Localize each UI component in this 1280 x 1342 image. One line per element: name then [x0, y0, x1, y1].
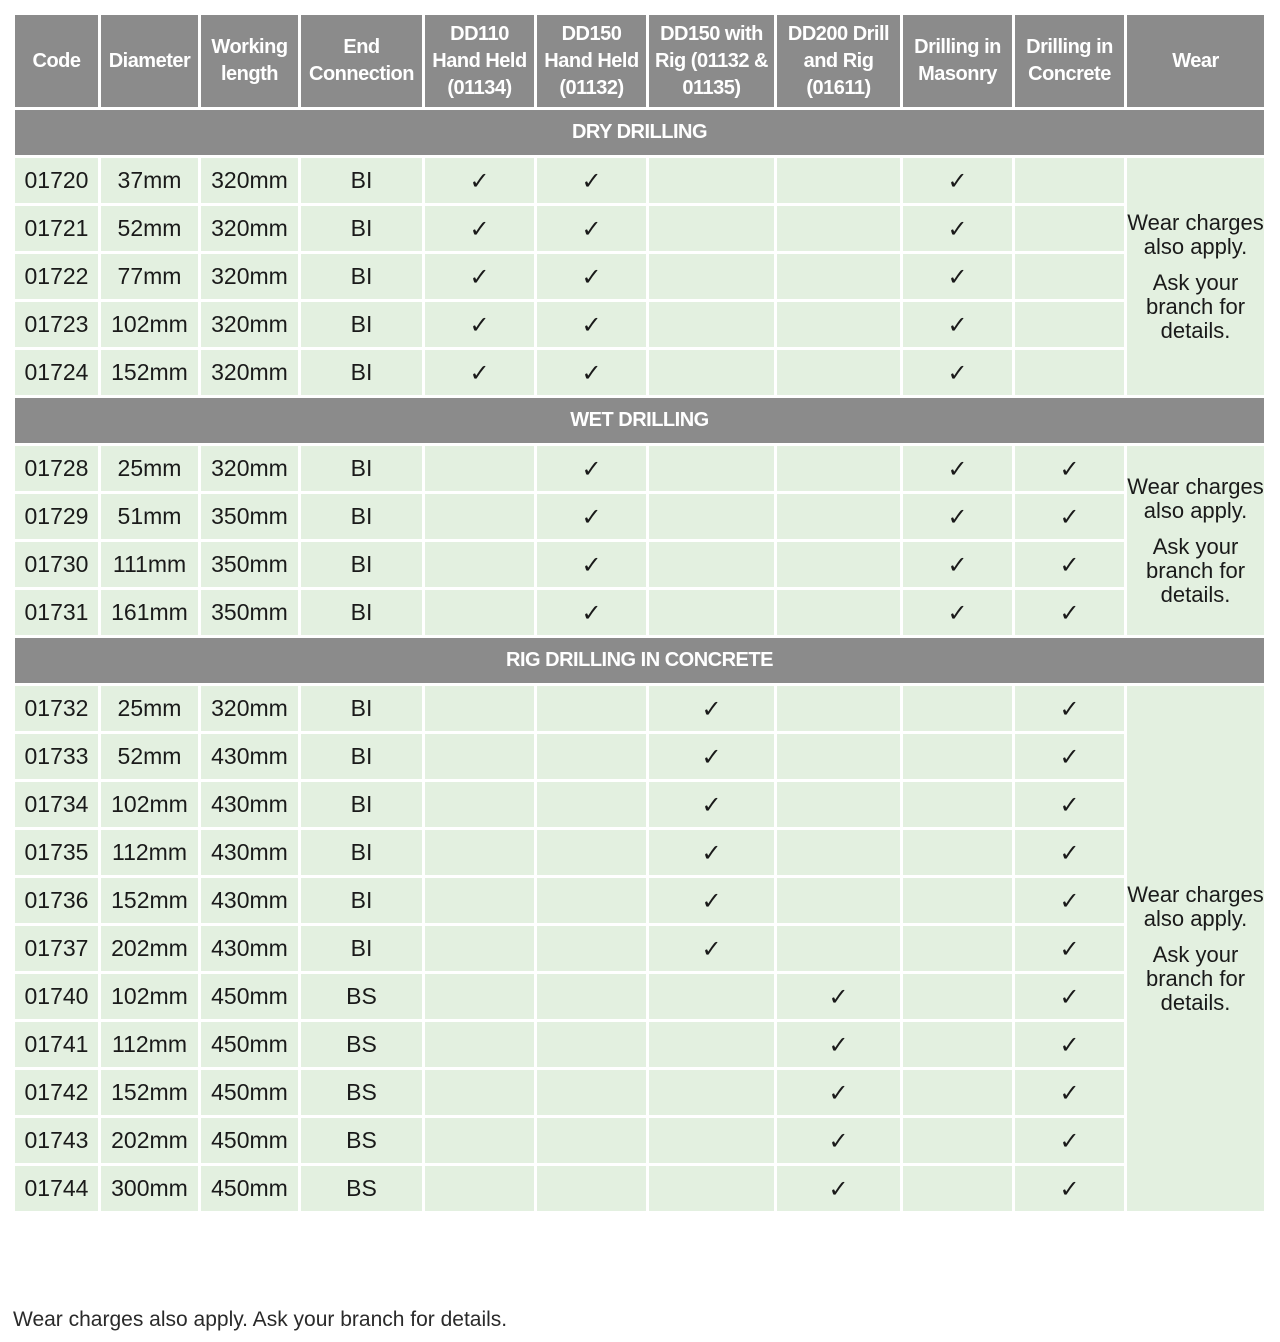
check-mark-icon: ✓	[1059, 694, 1080, 723]
check-mark-icon: ✓	[947, 214, 968, 243]
cell-dd200	[776, 733, 902, 781]
table-row	[14, 349, 1266, 397]
cell-end-connection: BI	[300, 445, 424, 493]
core-bit-spec-table	[12, 12, 1267, 1214]
check-mark-icon: ✓	[581, 502, 602, 531]
cell-dd150	[536, 685, 648, 733]
header-dd150-hand-held: DD150 Hand Held (01132)	[536, 14, 648, 109]
table-row	[14, 877, 1266, 925]
cell-end-connection: BI	[300, 925, 424, 973]
check-mark-icon: ✓	[701, 742, 722, 771]
cell-code: 01722	[14, 253, 100, 301]
header-dd110-hand-held: DD110 Hand Held (01134)	[424, 14, 536, 109]
cell-dd150	[536, 493, 648, 541]
cell-code: 01720	[14, 157, 100, 205]
cell-dd150	[536, 829, 648, 877]
table-row	[14, 1165, 1266, 1213]
cell-code: 01742	[14, 1069, 100, 1117]
cell-dd150-rig	[648, 301, 776, 349]
cell-dd150	[536, 541, 648, 589]
cell-code: 01732	[14, 685, 100, 733]
cell-dd150	[536, 733, 648, 781]
cell-dd150	[536, 925, 648, 973]
cell-masonry	[902, 493, 1014, 541]
cell-code: 01734	[14, 781, 100, 829]
check-mark-icon: ✓	[701, 886, 722, 915]
cell-code: 01729	[14, 493, 100, 541]
header-end-connection: End Connection	[300, 14, 424, 109]
check-mark-icon: ✓	[1059, 886, 1080, 915]
check-mark-icon: ✓	[581, 262, 602, 291]
cell-dd150	[536, 445, 648, 493]
cell-dd110	[424, 205, 536, 253]
cell-diameter: 111mm	[100, 541, 200, 589]
table-row	[14, 1021, 1266, 1069]
cell-dd200	[776, 877, 902, 925]
cell-dd150-rig	[648, 1165, 776, 1213]
cell-dd150	[536, 1021, 648, 1069]
cell-diameter: 25mm	[100, 445, 200, 493]
cell-dd200	[776, 205, 902, 253]
cell-working-length: 320mm	[200, 301, 300, 349]
check-mark-icon: ✓	[1059, 1030, 1080, 1059]
cell-dd200	[776, 1069, 902, 1117]
cell-dd110	[424, 1165, 536, 1213]
cell-dd200	[776, 253, 902, 301]
cell-working-length: 430mm	[200, 733, 300, 781]
cell-dd110	[424, 1069, 536, 1117]
header-wear: Wear	[1126, 14, 1266, 109]
cell-dd110	[424, 445, 536, 493]
cell-working-length: 320mm	[200, 205, 300, 253]
wear-note-line: Wear charges also apply.	[1127, 209, 1264, 259]
cell-end-connection: BI	[300, 205, 424, 253]
cell-dd150-rig	[648, 253, 776, 301]
header-dd150-with-rig: DD150 with Rig (01132 & 01135)	[648, 14, 776, 109]
check-mark-icon: ✓	[947, 502, 968, 531]
cell-end-connection: BI	[300, 253, 424, 301]
cell-concrete	[1014, 1165, 1126, 1213]
cell-dd200	[776, 685, 902, 733]
cell-dd150	[536, 781, 648, 829]
cell-dd110	[424, 925, 536, 973]
check-mark-icon: ✓	[581, 214, 602, 243]
cell-dd200	[776, 493, 902, 541]
cell-working-length: 450mm	[200, 973, 300, 1021]
check-mark-icon: ✓	[701, 790, 722, 819]
cell-dd150-rig	[648, 205, 776, 253]
cell-diameter: 102mm	[100, 301, 200, 349]
cell-concrete	[1014, 733, 1126, 781]
cell-dd150-rig	[648, 349, 776, 397]
cell-diameter: 300mm	[100, 1165, 200, 1213]
cell-dd110	[424, 973, 536, 1021]
header-working-length: Working length	[200, 14, 300, 109]
cell-dd110	[424, 1117, 536, 1165]
check-mark-icon: ✓	[581, 166, 602, 195]
check-mark-icon: ✓	[469, 310, 490, 339]
cell-end-connection: BI	[300, 733, 424, 781]
cell-concrete	[1014, 973, 1126, 1021]
cell-dd110	[424, 349, 536, 397]
cell-working-length: 320mm	[200, 157, 300, 205]
header-row	[14, 14, 1266, 109]
cell-dd200	[776, 1165, 902, 1213]
wear-note	[1126, 157, 1266, 397]
cell-diameter: 202mm	[100, 1117, 200, 1165]
cell-masonry	[902, 589, 1014, 637]
cell-masonry	[902, 1165, 1014, 1213]
cell-diameter: 37mm	[100, 157, 200, 205]
cell-dd110	[424, 253, 536, 301]
check-mark-icon: ✓	[581, 454, 602, 483]
cell-diameter: 161mm	[100, 589, 200, 637]
cell-concrete	[1014, 925, 1126, 973]
check-mark-icon: ✓	[828, 1126, 849, 1155]
cell-end-connection: BI	[300, 349, 424, 397]
check-mark-icon: ✓	[1059, 742, 1080, 771]
cell-dd200	[776, 301, 902, 349]
cell-concrete	[1014, 1069, 1126, 1117]
check-mark-icon: ✓	[1059, 598, 1080, 627]
cell-code: 01741	[14, 1021, 100, 1069]
cell-dd150-rig	[648, 589, 776, 637]
check-mark-icon: ✓	[947, 310, 968, 339]
cell-dd200	[776, 349, 902, 397]
cell-dd110	[424, 781, 536, 829]
cell-end-connection: BS	[300, 973, 424, 1021]
wear-note-line: Ask your branch for details.	[1145, 269, 1246, 343]
cell-dd200	[776, 1117, 902, 1165]
cell-working-length: 430mm	[200, 781, 300, 829]
cell-dd150-rig	[648, 925, 776, 973]
section-header-row	[14, 637, 1266, 685]
cell-dd200	[776, 1021, 902, 1069]
cell-masonry	[902, 733, 1014, 781]
cell-masonry	[902, 925, 1014, 973]
cell-masonry	[902, 1069, 1014, 1117]
check-mark-icon: ✓	[1059, 1126, 1080, 1155]
check-mark-icon: ✓	[469, 166, 490, 195]
cell-end-connection: BI	[300, 157, 424, 205]
cell-working-length: 430mm	[200, 877, 300, 925]
cell-diameter: 51mm	[100, 493, 200, 541]
cell-code: 01736	[14, 877, 100, 925]
cell-dd150-rig	[648, 1021, 776, 1069]
table-row	[14, 685, 1266, 733]
cell-working-length: 450mm	[200, 1165, 300, 1213]
check-mark-icon: ✓	[1059, 1078, 1080, 1107]
cell-dd200	[776, 445, 902, 493]
wear-note	[1126, 685, 1266, 1213]
cell-code: 01735	[14, 829, 100, 877]
footnote: Wear charges also apply. Ask your branch for details.	[13, 1308, 508, 1331]
cell-masonry	[902, 157, 1014, 205]
check-mark-icon: ✓	[469, 214, 490, 243]
cell-concrete	[1014, 493, 1126, 541]
cell-dd110	[424, 541, 536, 589]
cell-dd150-rig	[648, 1117, 776, 1165]
table-row	[14, 253, 1266, 301]
check-mark-icon: ✓	[1059, 982, 1080, 1011]
cell-concrete	[1014, 301, 1126, 349]
cell-dd150	[536, 1117, 648, 1165]
cell-diameter: 25mm	[100, 685, 200, 733]
cell-diameter: 77mm	[100, 253, 200, 301]
cell-dd110	[424, 493, 536, 541]
cell-dd110	[424, 877, 536, 925]
check-mark-icon: ✓	[701, 934, 722, 963]
cell-code: 01740	[14, 973, 100, 1021]
table-row	[14, 493, 1266, 541]
cell-code: 01731	[14, 589, 100, 637]
check-mark-icon: ✓	[1059, 934, 1080, 963]
cell-dd110	[424, 589, 536, 637]
table-row	[14, 733, 1266, 781]
table-row	[14, 1069, 1266, 1117]
cell-code: 01724	[14, 349, 100, 397]
table-row	[14, 1117, 1266, 1165]
cell-concrete	[1014, 1117, 1126, 1165]
check-mark-icon: ✓	[581, 358, 602, 387]
cell-code: 01733	[14, 733, 100, 781]
check-mark-icon: ✓	[947, 598, 968, 627]
check-mark-icon: ✓	[947, 358, 968, 387]
table-row	[14, 781, 1266, 829]
cell-dd110	[424, 733, 536, 781]
cell-end-connection: BI	[300, 685, 424, 733]
header-code: Code	[14, 14, 100, 109]
cell-end-connection: BI	[300, 877, 424, 925]
cell-dd200	[776, 589, 902, 637]
cell-dd110	[424, 685, 536, 733]
table-row	[14, 589, 1266, 637]
cell-diameter: 202mm	[100, 925, 200, 973]
cell-dd150-rig	[648, 493, 776, 541]
header-drilling-in-concrete: Drilling in Concrete	[1014, 14, 1126, 109]
cell-end-connection: BI	[300, 781, 424, 829]
cell-dd150-rig	[648, 157, 776, 205]
wear-note-line: Ask your branch for details.	[1145, 533, 1246, 607]
cell-masonry	[902, 781, 1014, 829]
check-mark-icon: ✓	[701, 694, 722, 723]
cell-working-length: 450mm	[200, 1069, 300, 1117]
cell-concrete	[1014, 157, 1126, 205]
cell-dd150	[536, 205, 648, 253]
cell-working-length: 320mm	[200, 445, 300, 493]
check-mark-icon: ✓	[947, 262, 968, 291]
cell-code: 01730	[14, 541, 100, 589]
wear-note-line: Wear charges also apply.	[1127, 881, 1264, 931]
cell-dd150	[536, 301, 648, 349]
cell-dd200	[776, 973, 902, 1021]
table-row	[14, 973, 1266, 1021]
check-mark-icon: ✓	[1059, 1174, 1080, 1203]
header-diameter: Diameter	[100, 14, 200, 109]
cell-code: 01737	[14, 925, 100, 973]
cell-dd150-rig	[648, 541, 776, 589]
cell-code: 01723	[14, 301, 100, 349]
cell-concrete	[1014, 541, 1126, 589]
cell-dd200	[776, 925, 902, 973]
table-row	[14, 157, 1266, 205]
check-mark-icon: ✓	[1059, 502, 1080, 531]
cell-dd150-rig	[648, 445, 776, 493]
check-mark-icon: ✓	[828, 1174, 849, 1203]
cell-end-connection: BI	[300, 829, 424, 877]
cell-code: 01744	[14, 1165, 100, 1213]
cell-working-length: 350mm	[200, 541, 300, 589]
cell-dd150-rig	[648, 1069, 776, 1117]
check-mark-icon: ✓	[828, 1030, 849, 1059]
cell-concrete	[1014, 685, 1126, 733]
cell-dd110	[424, 1021, 536, 1069]
check-mark-icon: ✓	[828, 1078, 849, 1107]
check-mark-icon: ✓	[581, 310, 602, 339]
section-header-row	[14, 397, 1266, 445]
cell-diameter: 112mm	[100, 1021, 200, 1069]
cell-dd200	[776, 541, 902, 589]
table-row	[14, 205, 1266, 253]
cell-dd200	[776, 157, 902, 205]
cell-masonry	[902, 541, 1014, 589]
cell-end-connection: BI	[300, 493, 424, 541]
check-mark-icon: ✓	[469, 262, 490, 291]
check-mark-icon: ✓	[1059, 838, 1080, 867]
cell-diameter: 102mm	[100, 781, 200, 829]
cell-diameter: 52mm	[100, 733, 200, 781]
cell-working-length: 320mm	[200, 253, 300, 301]
cell-diameter: 102mm	[100, 973, 200, 1021]
cell-masonry	[902, 205, 1014, 253]
cell-dd110	[424, 301, 536, 349]
check-mark-icon: ✓	[469, 358, 490, 387]
cell-working-length: 430mm	[200, 829, 300, 877]
cell-end-connection: BS	[300, 1069, 424, 1117]
cell-working-length: 430mm	[200, 925, 300, 973]
cell-masonry	[902, 445, 1014, 493]
cell-working-length: 350mm	[200, 589, 300, 637]
cell-concrete	[1014, 349, 1126, 397]
cell-dd150-rig	[648, 685, 776, 733]
table-row	[14, 925, 1266, 973]
cell-dd110	[424, 829, 536, 877]
cell-dd150	[536, 157, 648, 205]
check-mark-icon: ✓	[947, 454, 968, 483]
cell-diameter: 52mm	[100, 205, 200, 253]
table-row	[14, 301, 1266, 349]
cell-working-length: 350mm	[200, 493, 300, 541]
cell-dd150-rig	[648, 733, 776, 781]
cell-masonry	[902, 349, 1014, 397]
cell-end-connection: BS	[300, 1117, 424, 1165]
table-row	[14, 445, 1266, 493]
cell-dd150-rig	[648, 877, 776, 925]
section-header-row	[14, 109, 1266, 157]
check-mark-icon: ✓	[947, 166, 968, 195]
cell-masonry	[902, 301, 1014, 349]
wear-note-line: Wear charges also apply.	[1127, 473, 1264, 523]
cell-dd150-rig	[648, 829, 776, 877]
table-row	[14, 541, 1266, 589]
cell-code: 01728	[14, 445, 100, 493]
table-row	[14, 829, 1266, 877]
cell-code: 01721	[14, 205, 100, 253]
cell-end-connection: BI	[300, 301, 424, 349]
cell-dd150	[536, 253, 648, 301]
cell-concrete	[1014, 829, 1126, 877]
wear-note-line: Ask your branch for details.	[1145, 941, 1246, 1015]
section-title: DRY DRILLING	[14, 109, 1266, 157]
cell-code: 01743	[14, 1117, 100, 1165]
cell-working-length: 450mm	[200, 1117, 300, 1165]
cell-end-connection: BS	[300, 1021, 424, 1069]
check-mark-icon: ✓	[828, 982, 849, 1011]
cell-masonry	[902, 829, 1014, 877]
cell-concrete	[1014, 1021, 1126, 1069]
header-drilling-in-masonry: Drilling in Masonry	[902, 14, 1014, 109]
section-title: RIG DRILLING IN CONCRETE	[14, 637, 1266, 685]
cell-concrete	[1014, 445, 1126, 493]
cell-masonry	[902, 973, 1014, 1021]
cell-dd150	[536, 1069, 648, 1117]
cell-end-connection: BS	[300, 1165, 424, 1213]
cell-dd150	[536, 1165, 648, 1213]
cell-concrete	[1014, 205, 1126, 253]
cell-masonry	[902, 253, 1014, 301]
cell-concrete	[1014, 589, 1126, 637]
check-mark-icon: ✓	[1059, 454, 1080, 483]
cell-working-length: 320mm	[200, 685, 300, 733]
cell-dd110	[424, 157, 536, 205]
check-mark-icon: ✓	[1059, 550, 1080, 579]
cell-masonry	[902, 877, 1014, 925]
cell-dd150	[536, 877, 648, 925]
cell-dd200	[776, 829, 902, 877]
wear-note	[1126, 445, 1266, 637]
cell-concrete	[1014, 253, 1126, 301]
cell-concrete	[1014, 781, 1126, 829]
check-mark-icon: ✓	[581, 550, 602, 579]
cell-diameter: 112mm	[100, 829, 200, 877]
cell-masonry	[902, 685, 1014, 733]
header-dd200-drill-and-rig: DD200 Drill and Rig (01611)	[776, 14, 902, 109]
cell-concrete	[1014, 877, 1126, 925]
cell-end-connection: BI	[300, 541, 424, 589]
cell-dd150	[536, 589, 648, 637]
cell-diameter: 152mm	[100, 877, 200, 925]
cell-dd150	[536, 349, 648, 397]
cell-dd200	[776, 781, 902, 829]
cell-dd150-rig	[648, 973, 776, 1021]
cell-dd150-rig	[648, 781, 776, 829]
check-mark-icon: ✓	[701, 838, 722, 867]
check-mark-icon: ✓	[1059, 790, 1080, 819]
section-title: WET DRILLING	[14, 397, 1266, 445]
cell-end-connection: BI	[300, 589, 424, 637]
cell-masonry	[902, 1117, 1014, 1165]
cell-diameter: 152mm	[100, 1069, 200, 1117]
check-mark-icon: ✓	[947, 550, 968, 579]
check-mark-icon: ✓	[581, 598, 602, 627]
cell-masonry	[902, 1021, 1014, 1069]
cell-working-length: 450mm	[200, 1021, 300, 1069]
cell-dd150	[536, 973, 648, 1021]
cell-working-length: 320mm	[200, 349, 300, 397]
cell-diameter: 152mm	[100, 349, 200, 397]
